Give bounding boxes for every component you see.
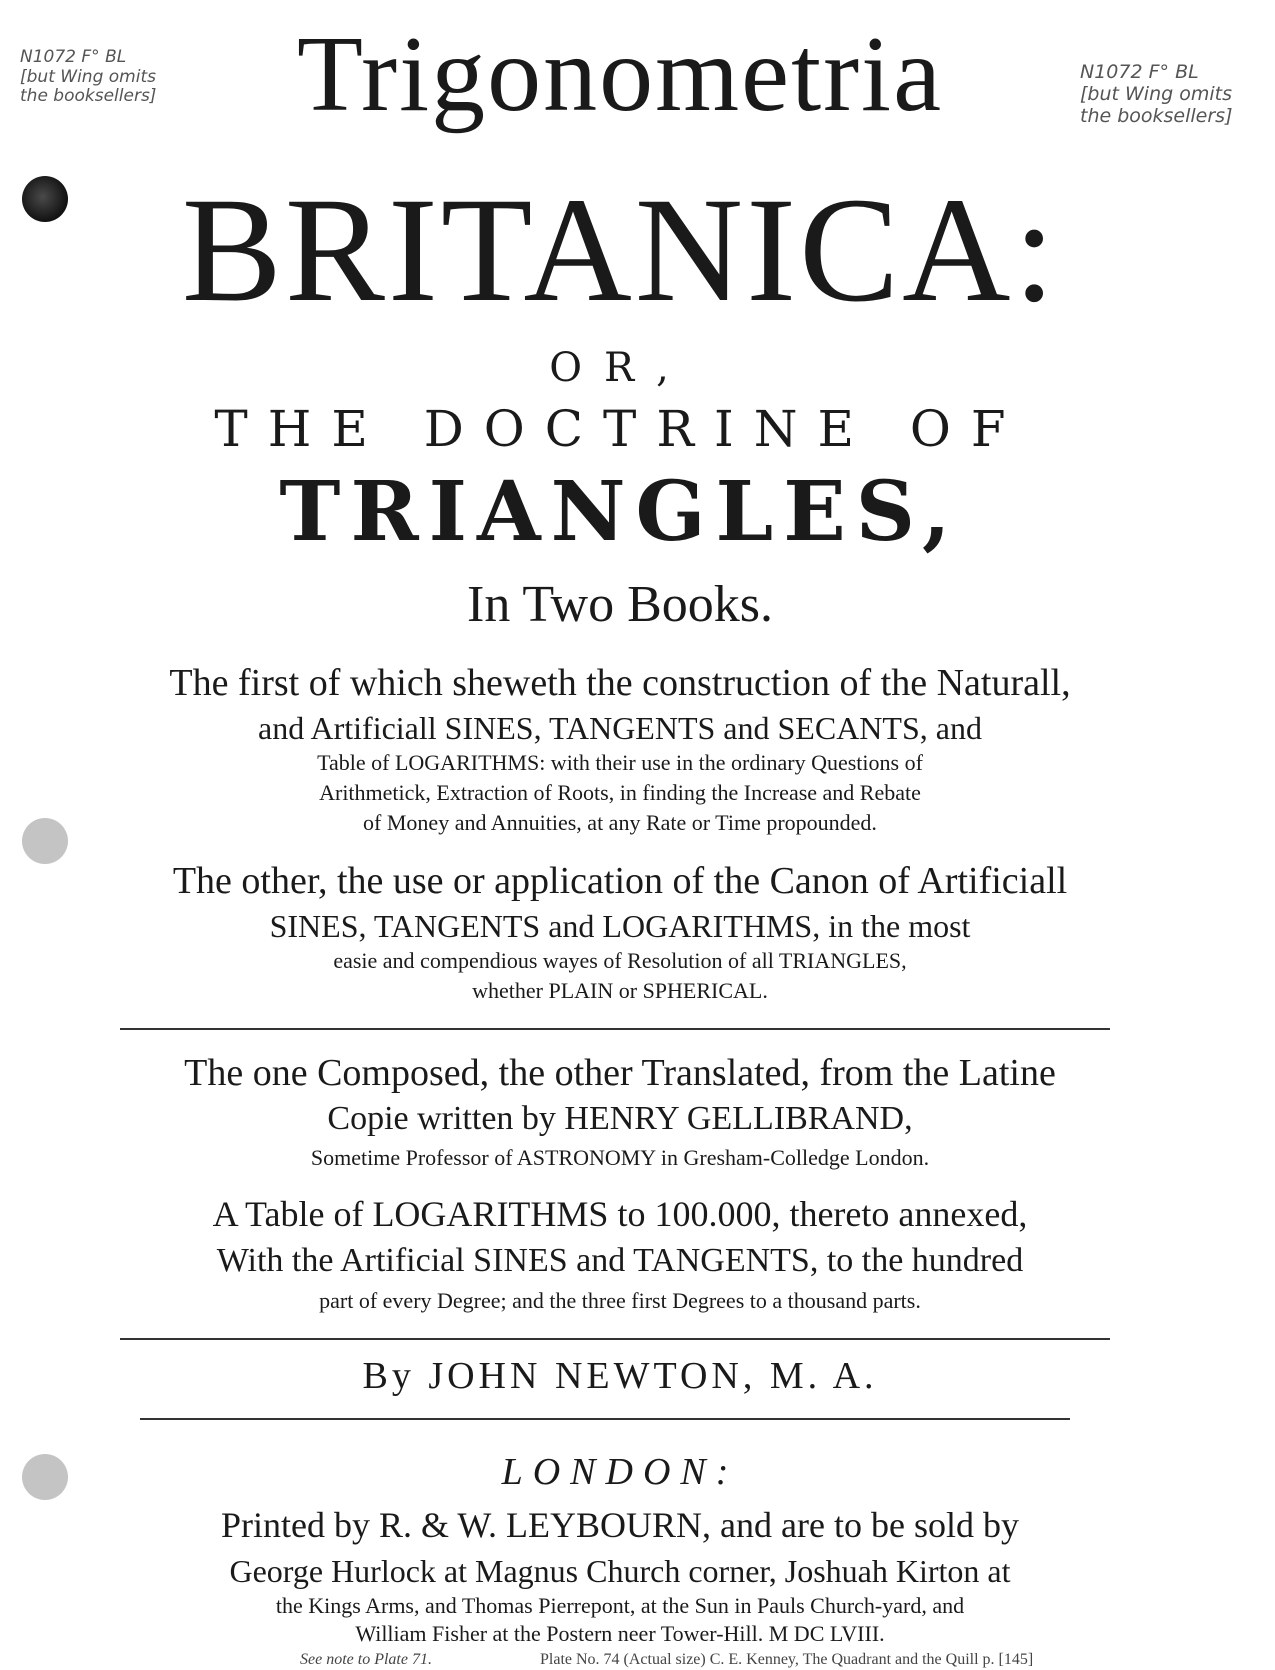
handnote-right-line2: [but Wing omits [1080, 82, 1232, 105]
para4-line2: With the Artificial SINES and TANGENTS, to the hundred [216, 1242, 1024, 1279]
title-line-2: BRITANICA: [181, 167, 1059, 333]
imprint-line3: the Kings Arms, and Thomas Pierrepont, at the Sun in Pauls Church-yard, and [275, 1593, 965, 1618]
para1-line3: Table of LOGARITHMS: with their use in the ordinary Questions of [317, 750, 923, 775]
handnote-left-line1: N1072 F° BL [20, 47, 127, 67]
punch-hole-middle [22, 818, 68, 864]
punch-hole-bottom [22, 1454, 68, 1500]
footer-plate-note: Plate No. 74 (Actual size) C. E. Kenney, The Quadrant and the Quill p. [145] [540, 1651, 1034, 1668]
title-line-6: In Two Books. [467, 576, 773, 633]
para4-line1: A Table of LOGARITHMS to 100.000, thereto annexed, [212, 1194, 1028, 1234]
para1-line4: Arithmetick, Extraction of Roots, in finding the Increase and Rebate [319, 780, 921, 805]
imprint-line1: Printed by R. & W. LEYBOURN, and are to be sold by [221, 1505, 1019, 1545]
para4-line3: part of every Degree; and the three first Degrees to a thousand parts. [319, 1288, 921, 1313]
title-line-1: Trigonometria [297, 15, 943, 134]
imprint-line2: George Hurlock at Magnus Church corner, Joshuah Kirton at [229, 1553, 1011, 1589]
para1-line2: and Artificiall SINES, TANGENTS and SECANTS, and [258, 710, 982, 746]
title-line-3: OR, [549, 345, 691, 391]
footer-left-note: See note to Plate 71. [300, 1651, 432, 1668]
para1-line5: of Money and Annuities, at any Rate or Time propounded. [363, 810, 877, 835]
para2-line3: easie and compendious wayes of Resolution of all TRIANGLES, [333, 948, 907, 973]
punch-hole-top [22, 176, 68, 222]
handnote-right-line1: N1072 F° BL [1080, 61, 1199, 83]
divider-3 [140, 1418, 1070, 1420]
title-line-5: TRIANGLES, [279, 464, 961, 560]
imprint-place: LONDON: [501, 1451, 739, 1493]
para3-line3: Sometime Professor of ASTRONOMY in Gresham-Colledge London. [310, 1145, 930, 1170]
para1-line1: The first of which sheweth the construction of the Naturall, [169, 662, 1071, 704]
title-line-4: THE DOCTRINE OF [214, 400, 1026, 458]
divider-1 [120, 1028, 1110, 1030]
handnote-left-line2: [but Wing omits [20, 66, 156, 87]
handnote-right-line3: the booksellers] [1080, 104, 1233, 127]
para2-line2: SINES, TANGENTS and LOGARITHMS, in the most [269, 908, 971, 944]
author-line: By JOHN NEWTON, M. A. [362, 1355, 878, 1397]
divider-2 [120, 1338, 1110, 1340]
para3-line1: The one Composed, the other Translated, from the Latine [184, 1052, 1056, 1094]
para2-line4: whether PLAIN or SPHERICAL. [472, 978, 768, 1003]
para2-line1: The other, the use or application of the Canon of Artificiall [172, 860, 1068, 902]
handnote-left-line3: the booksellers] [20, 86, 157, 107]
imprint-line4: William Fisher at the Postern neer Tower-Hill. M DC LVIII. [355, 1621, 885, 1646]
para3-line2: Copie written by HENRY GELLIBRAND, [327, 1100, 913, 1137]
